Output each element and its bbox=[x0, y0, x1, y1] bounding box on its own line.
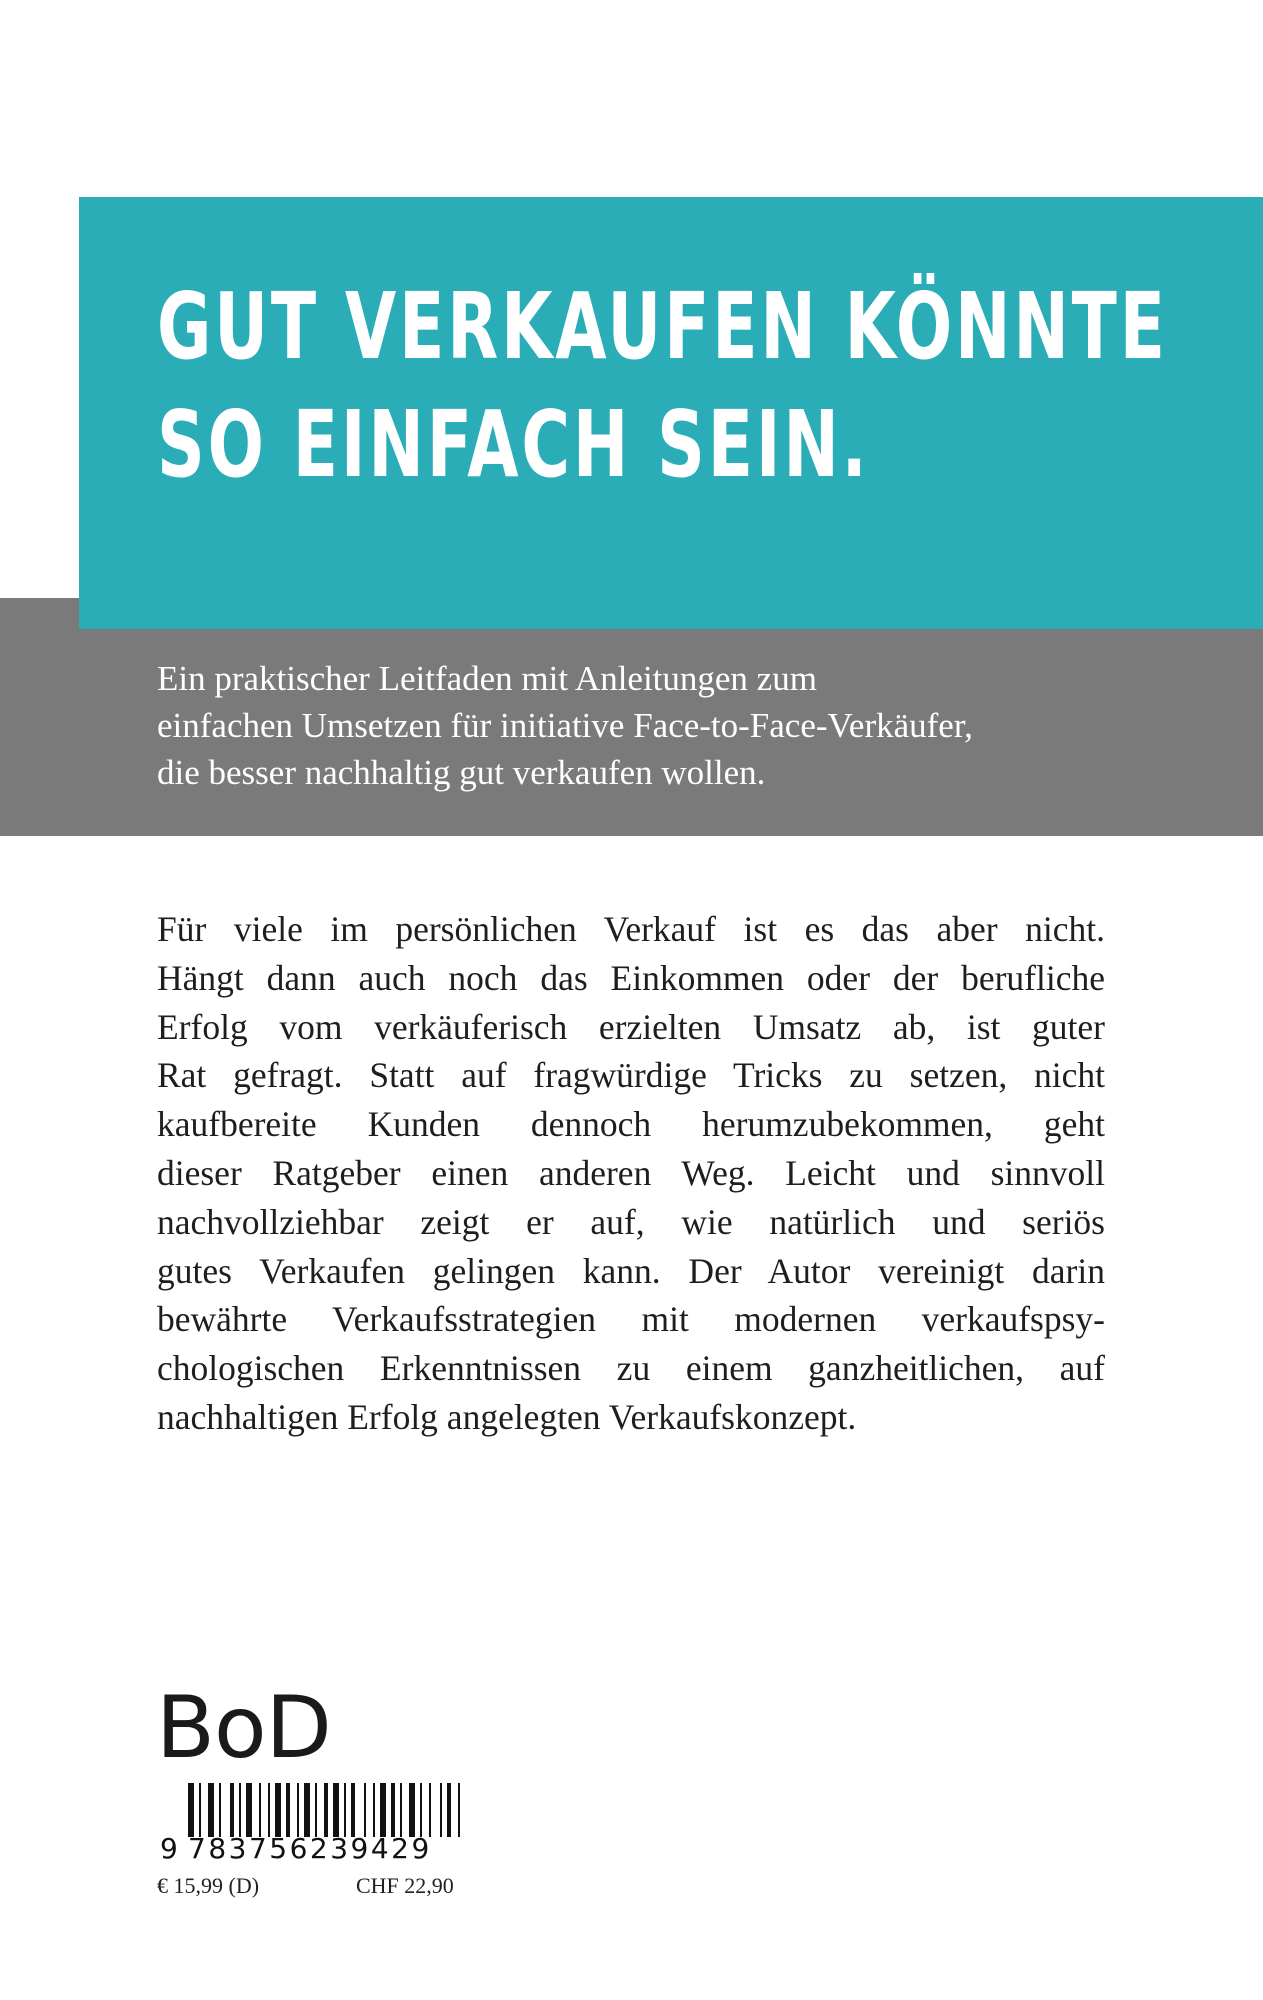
blurb-line: bewährte Verkaufsstrategien mit modernen verkaufspsy- bbox=[157, 1299, 1105, 1340]
barcode-bar bbox=[364, 1783, 366, 1837]
barcode-bar bbox=[344, 1783, 346, 1837]
price-chf: CHF 22,90 bbox=[356, 1873, 454, 1898]
barcode-bar bbox=[351, 1783, 355, 1837]
barcode-bar bbox=[333, 1783, 339, 1837]
blurb-line: nachhaltigen Erfolg angelegten Verkaufskonzept. bbox=[157, 1396, 857, 1437]
barcode-bar bbox=[188, 1783, 194, 1837]
blurb-line: dieser Ratgeber einen anderen Weg. Leicht und sinnvoll bbox=[157, 1152, 1105, 1193]
blurb-line: Erfolg vom verkäuferisch erzielten Umsatz ab, ist guter bbox=[157, 1006, 1105, 1047]
barcode-bar bbox=[199, 1783, 201, 1837]
barcode-bar bbox=[275, 1783, 281, 1837]
blurb-text bbox=[157, 905, 1105, 1442]
barcode bbox=[188, 1783, 464, 1837]
headline-line: GUT VERKAUFEN KÖNNTE bbox=[157, 273, 1168, 380]
barcode-bar bbox=[409, 1783, 415, 1837]
barcode-bar bbox=[400, 1783, 402, 1837]
barcode-bar bbox=[429, 1783, 431, 1837]
barcode-bar bbox=[373, 1783, 375, 1837]
headline bbox=[157, 268, 1168, 504]
blurb-line: nachvollziehbar zeigt er auf, wie natürlich und seriös bbox=[157, 1201, 1105, 1242]
barcode-bar bbox=[420, 1783, 422, 1837]
barcode-bar bbox=[246, 1783, 252, 1837]
price-eur: € 15,99 (D) bbox=[157, 1873, 260, 1898]
barcode-bar bbox=[324, 1783, 328, 1837]
barcode-bar bbox=[219, 1783, 221, 1837]
barcode-bar bbox=[380, 1783, 386, 1837]
barcode-bar bbox=[239, 1783, 241, 1837]
barcode-digits: 783756239429 bbox=[188, 1832, 432, 1865]
barcode-first-digit: 9 bbox=[160, 1832, 178, 1865]
subtitle-line: die besser nachhaltig gut verkaufen wollen. bbox=[157, 753, 766, 792]
barcode-bar bbox=[259, 1783, 261, 1837]
barcode-bar bbox=[286, 1783, 290, 1837]
barcode-bar bbox=[391, 1783, 395, 1837]
barcode-bar bbox=[230, 1783, 234, 1837]
barcode-bar bbox=[268, 1783, 270, 1837]
subtitle bbox=[157, 655, 1157, 796]
barcode-bar bbox=[447, 1783, 451, 1837]
blurb-line: kaufbereite Kunden dennoch herumzubekommen, geht bbox=[157, 1104, 1105, 1145]
subtitle-line: einfachen Umsetzen für initiative Face-to-Face-Verkäufer, bbox=[157, 706, 973, 745]
headline-line: SO EINFACH SEIN. bbox=[157, 391, 870, 498]
barcode-bar bbox=[297, 1783, 299, 1837]
barcode-number bbox=[160, 1832, 480, 1865]
barcode-bar bbox=[304, 1783, 310, 1837]
blurb-line: Hängt dann auch noch das Einkommen oder der berufliche bbox=[157, 957, 1105, 998]
barcode-bar bbox=[458, 1783, 460, 1837]
blurb-line: Für viele im persönlichen Verkauf ist es das aber nicht. bbox=[157, 909, 1105, 949]
blurb-line: chologischen Erkenntnissen zu einem ganzheitlichen, auf bbox=[157, 1348, 1105, 1389]
blurb-line: Rat gefragt. Statt auf fragwürdige Tricks zu setzen, nicht bbox=[157, 1055, 1105, 1096]
subtitle-line: Ein praktischer Leitfaden mit Anleitungen zum bbox=[157, 659, 817, 698]
barcode-bar bbox=[440, 1783, 442, 1837]
blurb-line: gutes Verkaufen gelingen kann. Der Autor vereinigt darin bbox=[157, 1250, 1105, 1291]
barcode-bar bbox=[315, 1783, 317, 1837]
barcode-bar bbox=[208, 1783, 214, 1837]
publisher-logo: BoD bbox=[156, 1678, 331, 1778]
